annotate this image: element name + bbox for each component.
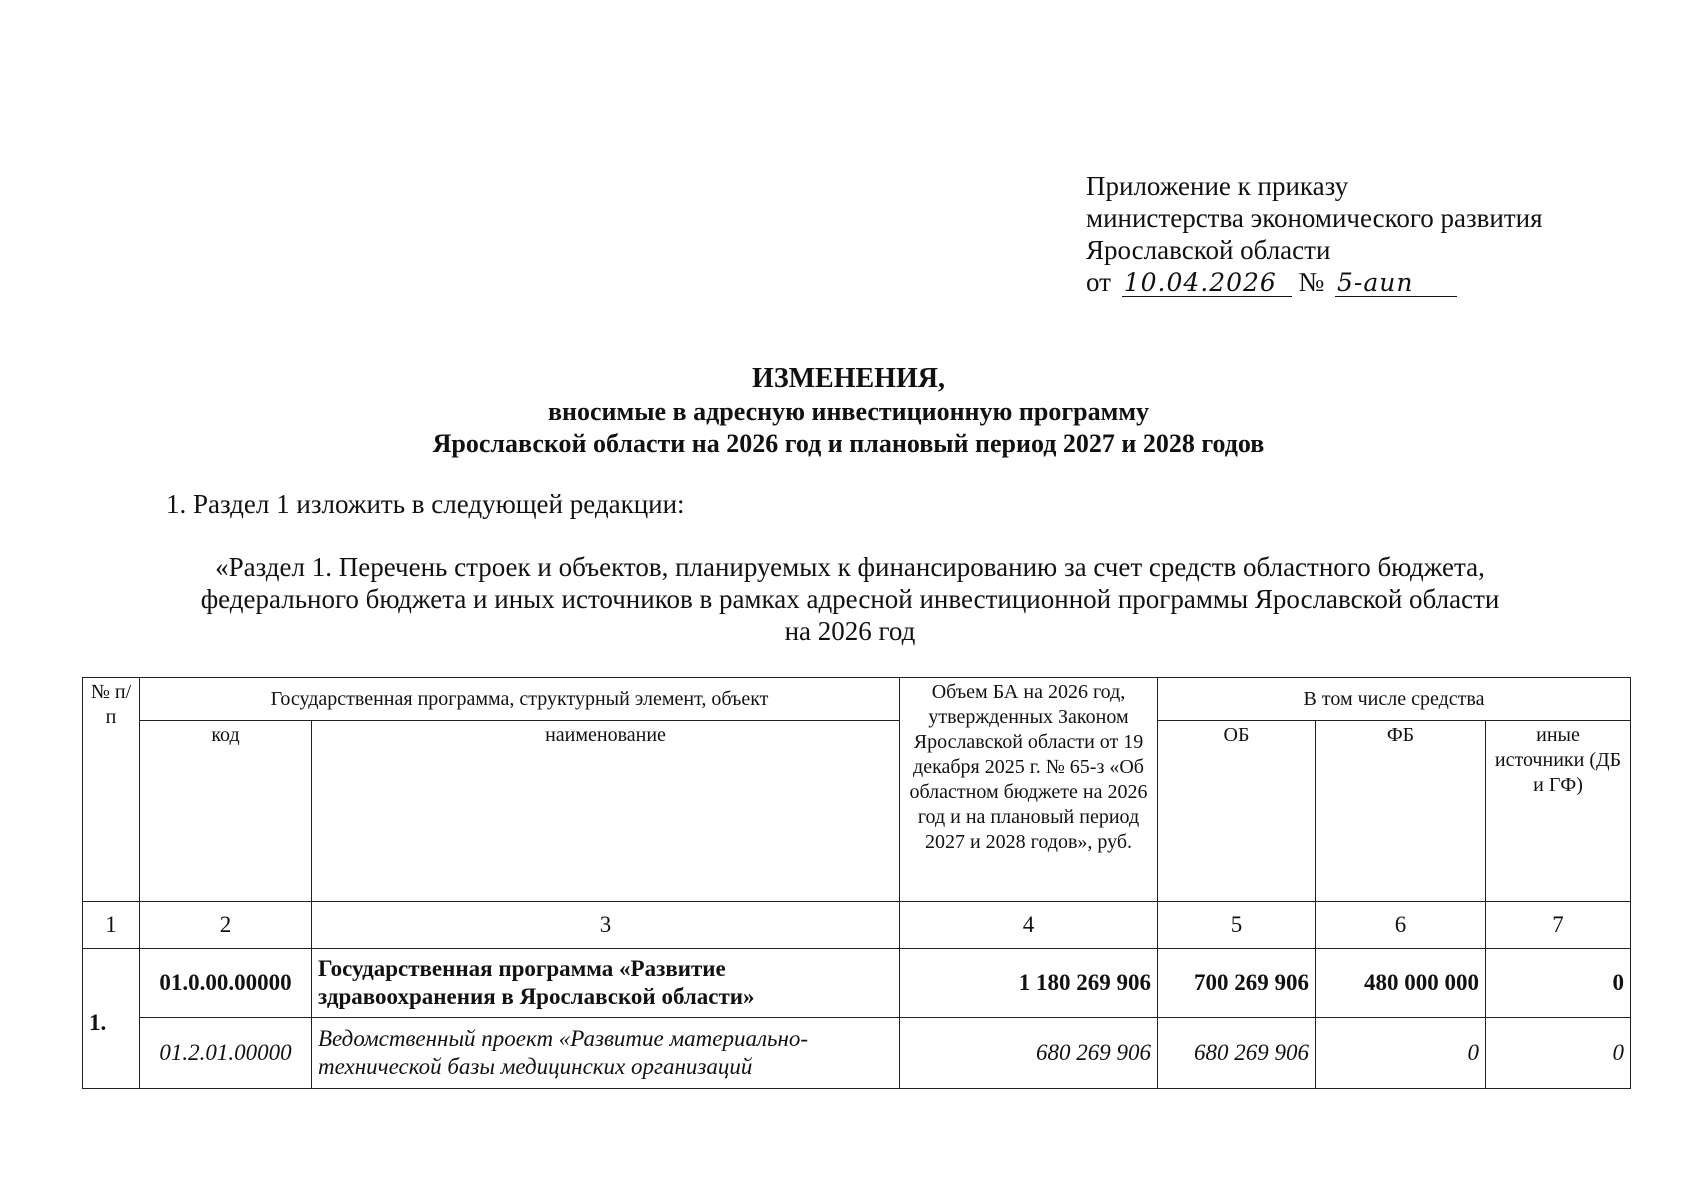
heading-title: ИЗМЕНЕНИЯ, — [752, 363, 945, 394]
section-title-line-3: на 2026 год — [784, 616, 916, 646]
header-name: наименование — [312, 721, 900, 902]
investment-table — [82, 677, 1631, 1089]
row-other: 0 — [1486, 1018, 1631, 1089]
approval-date-handwritten: 10.04.2026 — [1122, 270, 1292, 297]
column-number: 3 — [312, 902, 900, 949]
section-title — [150, 551, 1550, 647]
approval-line-3: Ярославской области — [1086, 235, 1331, 265]
heading-subtitle-2: Ярославской области на 2026 год и плановый период 2027 и 2028 годов — [432, 429, 1265, 458]
table-row — [83, 949, 1631, 1018]
section-title-line-1: «Раздел 1. Перечень строек и объектов, планируемых к финансированию за счет средств областного бюджета, — [215, 552, 1485, 582]
row-fb: 480 000 000 — [1316, 949, 1486, 1018]
approval-line-1: Приложение к приказу — [1086, 171, 1349, 201]
header-ob: ОБ — [1158, 721, 1316, 902]
heading-subtitle-1: вносимые в адресную инвестиционную программу — [547, 397, 1150, 426]
row-code: 01.0.00.00000 — [140, 949, 312, 1018]
column-number: 1 — [83, 902, 140, 949]
header-volume: Объем БА на 2026 год, утвержденных Законом Ярославской области от 19 декабря 2025 г. № 65-з «Об областном бюджете на 2026 год и на плановый период 2027 и 2028 годов», руб. — [900, 678, 1158, 902]
header-program-group: Государственная программа, структурный элемент, объект — [140, 678, 900, 721]
approval-line-4 — [1086, 266, 1646, 298]
column-number: 7 — [1486, 902, 1631, 949]
row-volume: 1 180 269 906 — [900, 949, 1158, 1018]
column-number: 2 — [140, 902, 312, 949]
row-volume: 680 269 906 — [900, 1018, 1158, 1089]
section-title-line-2: федерального бюджета и иных источников в рамках адресной инвестиционной программы Ярославской области — [200, 584, 1500, 614]
document-heading — [0, 362, 1697, 460]
approval-number-sign: № — [1298, 267, 1325, 297]
row-name: Ведомственный проект «Развитие материально-технической базы медицинских организаций — [312, 1018, 900, 1089]
approval-number-handwritten: 5-аип — [1335, 270, 1457, 297]
approval-block — [1086, 170, 1646, 298]
paragraph-1: 1. Раздел 1 изложить в следующей редакции: — [166, 489, 685, 519]
row-ob: 700 269 906 — [1158, 949, 1316, 1018]
approval-line-2: министерства экономического развития — [1086, 203, 1543, 233]
table-row — [83, 1018, 1631, 1089]
header-other: иные источники (ДБ и ГФ) — [1486, 721, 1631, 902]
header-fb: ФБ — [1316, 721, 1486, 902]
column-number: 4 — [900, 902, 1158, 949]
column-number-row — [83, 902, 1631, 949]
row-other: 0 — [1486, 949, 1631, 1018]
row-fb: 0 — [1316, 1018, 1486, 1089]
header-code: код — [140, 721, 312, 902]
header-including-group: В том числе средства — [1158, 678, 1631, 721]
column-number: 6 — [1316, 902, 1486, 949]
row-ob: 680 269 906 — [1158, 1018, 1316, 1089]
row-name: Государственная программа «Развитие здравоохранения в Ярославской области» — [312, 949, 900, 1018]
row-code: 01.2.01.00000 — [140, 1018, 312, 1089]
header-num: № п/п — [83, 678, 140, 902]
row-num: 1. — [83, 949, 140, 1089]
column-number: 5 — [1158, 902, 1316, 949]
approval-from-label: от — [1086, 267, 1111, 297]
